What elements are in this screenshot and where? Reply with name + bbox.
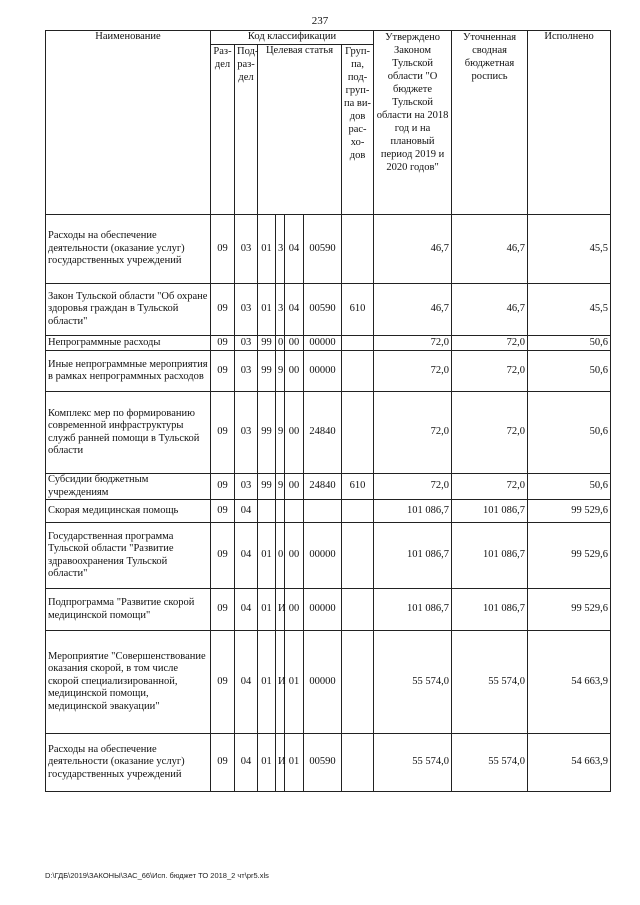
row-subsection: 04 xyxy=(235,734,258,792)
row-name: Государственная программа Тульской области "Развитие здравоохранения Тульской области" xyxy=(46,523,211,589)
page-number: 237 xyxy=(311,15,329,27)
row-subsection: 04 xyxy=(235,589,258,631)
row-section: 09 xyxy=(211,284,235,336)
row-approved-amount: 46,7 xyxy=(374,215,452,284)
row-executed-amount: 50,6 xyxy=(528,336,611,351)
row-subsection: 03 xyxy=(235,392,258,474)
row-target-subprogram: 9 xyxy=(276,474,285,500)
row-target-program: 99 xyxy=(258,336,276,351)
row-name: Подпрограмма "Развитие скорой медицинской помощи" xyxy=(46,589,211,631)
row-name: Комплекс мер по формированию современной инфраструктуры служб ранней помощи в Тульской области xyxy=(46,392,211,474)
row-expense-group xyxy=(342,351,374,392)
row-target-subprogram: И xyxy=(276,734,285,792)
header-classification-code: Код классификации xyxy=(211,31,374,45)
row-target-event: 00 xyxy=(285,474,304,500)
row-revised-amount: 72,0 xyxy=(452,474,528,500)
header-approved: Утверждено Законом Тульской области "О бюджете Тульской области на 2018 год и на плановый период 2019 и 2020 годов" xyxy=(374,31,452,215)
row-expense-group xyxy=(342,336,374,351)
row-target-event: 04 xyxy=(285,215,304,284)
row-revised-amount: 46,7 xyxy=(452,215,528,284)
row-name: Закон Тульской области "Об охране здоровья граждан в Тульской области" xyxy=(46,284,211,336)
row-expense-group xyxy=(342,392,374,474)
row-target-program: 99 xyxy=(258,392,276,474)
header-subsection: Под-раз-дел xyxy=(235,45,258,215)
row-revised-amount: 55 574,0 xyxy=(452,631,528,734)
row-approved-amount: 72,0 xyxy=(374,336,452,351)
row-section: 09 xyxy=(211,631,235,734)
row-approved-amount: 101 086,7 xyxy=(374,500,452,523)
table-row xyxy=(46,631,611,734)
header-name: Наименование xyxy=(46,31,211,215)
row-target-direction: 24840 xyxy=(304,392,342,474)
table-row xyxy=(46,474,611,500)
budget-table xyxy=(45,30,611,792)
header-section: Раз-дел xyxy=(211,45,235,215)
row-target-program: 01 xyxy=(258,284,276,336)
row-section: 09 xyxy=(211,351,235,392)
row-target-event: 00 xyxy=(285,351,304,392)
row-target-subprogram: 9 xyxy=(276,392,285,474)
row-target-subprogram: 0 xyxy=(276,336,285,351)
row-approved-amount: 46,7 xyxy=(374,284,452,336)
row-executed-amount: 54 663,9 xyxy=(528,734,611,792)
row-target-event: 00 xyxy=(285,392,304,474)
row-revised-amount: 72,0 xyxy=(452,336,528,351)
row-target-program: 01 xyxy=(258,215,276,284)
row-target-program: 01 xyxy=(258,734,276,792)
header-executed: Исполнено xyxy=(528,31,611,215)
row-name: Расходы на обеспечение деятельности (оказание услуг) государственных учреждений xyxy=(46,734,211,792)
row-revised-amount: 101 086,7 xyxy=(452,500,528,523)
row-subsection: 03 xyxy=(235,351,258,392)
header-revised: Уточненная сводная бюджетная роспись xyxy=(452,31,528,215)
footer-file-path: D:\ГДБ\2019\ЗАКОНЫ\ЗАС_66\Исп. бюджет ТО 2018_2 чт\pr5.xls xyxy=(45,871,269,880)
row-section: 09 xyxy=(211,336,235,351)
row-target-subprogram: И xyxy=(276,589,285,631)
row-name: Расходы на обеспечение деятельности (оказание услуг) государственных учреждений xyxy=(46,215,211,284)
row-subsection: 03 xyxy=(235,336,258,351)
row-executed-amount: 50,6 xyxy=(528,474,611,500)
row-section: 09 xyxy=(211,474,235,500)
row-revised-amount: 72,0 xyxy=(452,392,528,474)
table-row xyxy=(46,284,611,336)
row-approved-amount: 72,0 xyxy=(374,392,452,474)
row-approved-amount: 101 086,7 xyxy=(374,523,452,589)
row-target-program: 01 xyxy=(258,523,276,589)
row-target-direction: 00590 xyxy=(304,734,342,792)
row-section: 09 xyxy=(211,734,235,792)
row-section: 09 xyxy=(211,215,235,284)
table-row xyxy=(46,589,611,631)
table-row xyxy=(46,336,611,351)
table-row xyxy=(46,523,611,589)
row-target-direction: 00000 xyxy=(304,336,342,351)
table-row xyxy=(46,351,611,392)
row-target-program xyxy=(258,500,276,523)
row-name: Иные непрограммные мероприятия в рамках непрограммных расходов xyxy=(46,351,211,392)
row-section: 09 xyxy=(211,392,235,474)
row-executed-amount: 45,5 xyxy=(528,284,611,336)
row-target-subprogram: 0 xyxy=(276,523,285,589)
row-executed-amount: 99 529,6 xyxy=(528,589,611,631)
row-approved-amount: 101 086,7 xyxy=(374,589,452,631)
header-target-article: Целевая статья xyxy=(258,45,342,215)
row-expense-group xyxy=(342,500,374,523)
row-target-event: 01 xyxy=(285,631,304,734)
row-subsection: 03 xyxy=(235,474,258,500)
row-target-subprogram: 3 xyxy=(276,284,285,336)
row-name: Непрограммные расходы xyxy=(46,336,211,351)
table-row xyxy=(46,734,611,792)
row-target-event: 00 xyxy=(285,589,304,631)
row-target-event xyxy=(285,500,304,523)
table-row xyxy=(46,215,611,284)
row-revised-amount: 101 086,7 xyxy=(452,523,528,589)
row-executed-amount: 50,6 xyxy=(528,351,611,392)
row-expense-group xyxy=(342,589,374,631)
row-expense-group: 610 xyxy=(342,284,374,336)
row-expense-group xyxy=(342,215,374,284)
row-target-event: 01 xyxy=(285,734,304,792)
table-body xyxy=(46,215,611,792)
row-executed-amount: 45,5 xyxy=(528,215,611,284)
table-row xyxy=(46,392,611,474)
row-approved-amount: 72,0 xyxy=(374,474,452,500)
row-target-program: 01 xyxy=(258,589,276,631)
row-revised-amount: 55 574,0 xyxy=(452,734,528,792)
row-target-direction: 00000 xyxy=(304,351,342,392)
row-target-subprogram xyxy=(276,500,285,523)
row-target-direction: 00590 xyxy=(304,215,342,284)
row-section: 09 xyxy=(211,589,235,631)
row-target-event: 00 xyxy=(285,523,304,589)
row-name: Субсидии бюджетным учреждениям xyxy=(46,474,211,500)
row-revised-amount: 101 086,7 xyxy=(452,589,528,631)
row-executed-amount: 99 529,6 xyxy=(528,500,611,523)
row-target-direction: 00000 xyxy=(304,589,342,631)
row-subsection: 03 xyxy=(235,215,258,284)
row-subsection: 04 xyxy=(235,631,258,734)
row-name: Мероприятие "Совершенствование оказания скорой, в том числе скорой специализированной, медицинской помощи, медицинской эвакуации" xyxy=(46,631,211,734)
row-target-direction: 00000 xyxy=(304,523,342,589)
row-expense-group xyxy=(342,523,374,589)
row-subsection: 03 xyxy=(235,284,258,336)
row-target-program: 99 xyxy=(258,474,276,500)
row-approved-amount: 55 574,0 xyxy=(374,734,452,792)
row-target-subprogram: 3 xyxy=(276,215,285,284)
header-expense-group: Груп-па, под-груп-па ви-дов рас-хо-дов xyxy=(342,45,374,215)
row-target-direction: 00000 xyxy=(304,631,342,734)
row-approved-amount: 72,0 xyxy=(374,351,452,392)
row-expense-group xyxy=(342,734,374,792)
row-subsection: 04 xyxy=(235,523,258,589)
row-expense-group xyxy=(342,631,374,734)
row-executed-amount: 54 663,9 xyxy=(528,631,611,734)
row-revised-amount: 72,0 xyxy=(452,351,528,392)
row-target-event: 00 xyxy=(285,336,304,351)
row-target-program: 99 xyxy=(258,351,276,392)
row-target-direction: 00590 xyxy=(304,284,342,336)
row-approved-amount: 55 574,0 xyxy=(374,631,452,734)
table-row xyxy=(46,500,611,523)
row-target-subprogram: 9 xyxy=(276,351,285,392)
row-target-subprogram: И xyxy=(276,631,285,734)
table-header xyxy=(46,31,611,215)
row-executed-amount: 50,6 xyxy=(528,392,611,474)
row-subsection: 04 xyxy=(235,500,258,523)
row-target-direction xyxy=(304,500,342,523)
row-target-event: 04 xyxy=(285,284,304,336)
row-name: Скорая медицинская помощь xyxy=(46,500,211,523)
row-section: 09 xyxy=(211,523,235,589)
row-revised-amount: 46,7 xyxy=(452,284,528,336)
row-executed-amount: 99 529,6 xyxy=(528,523,611,589)
row-expense-group: 610 xyxy=(342,474,374,500)
row-target-direction: 24840 xyxy=(304,474,342,500)
row-target-program: 01 xyxy=(258,631,276,734)
row-section: 09 xyxy=(211,500,235,523)
